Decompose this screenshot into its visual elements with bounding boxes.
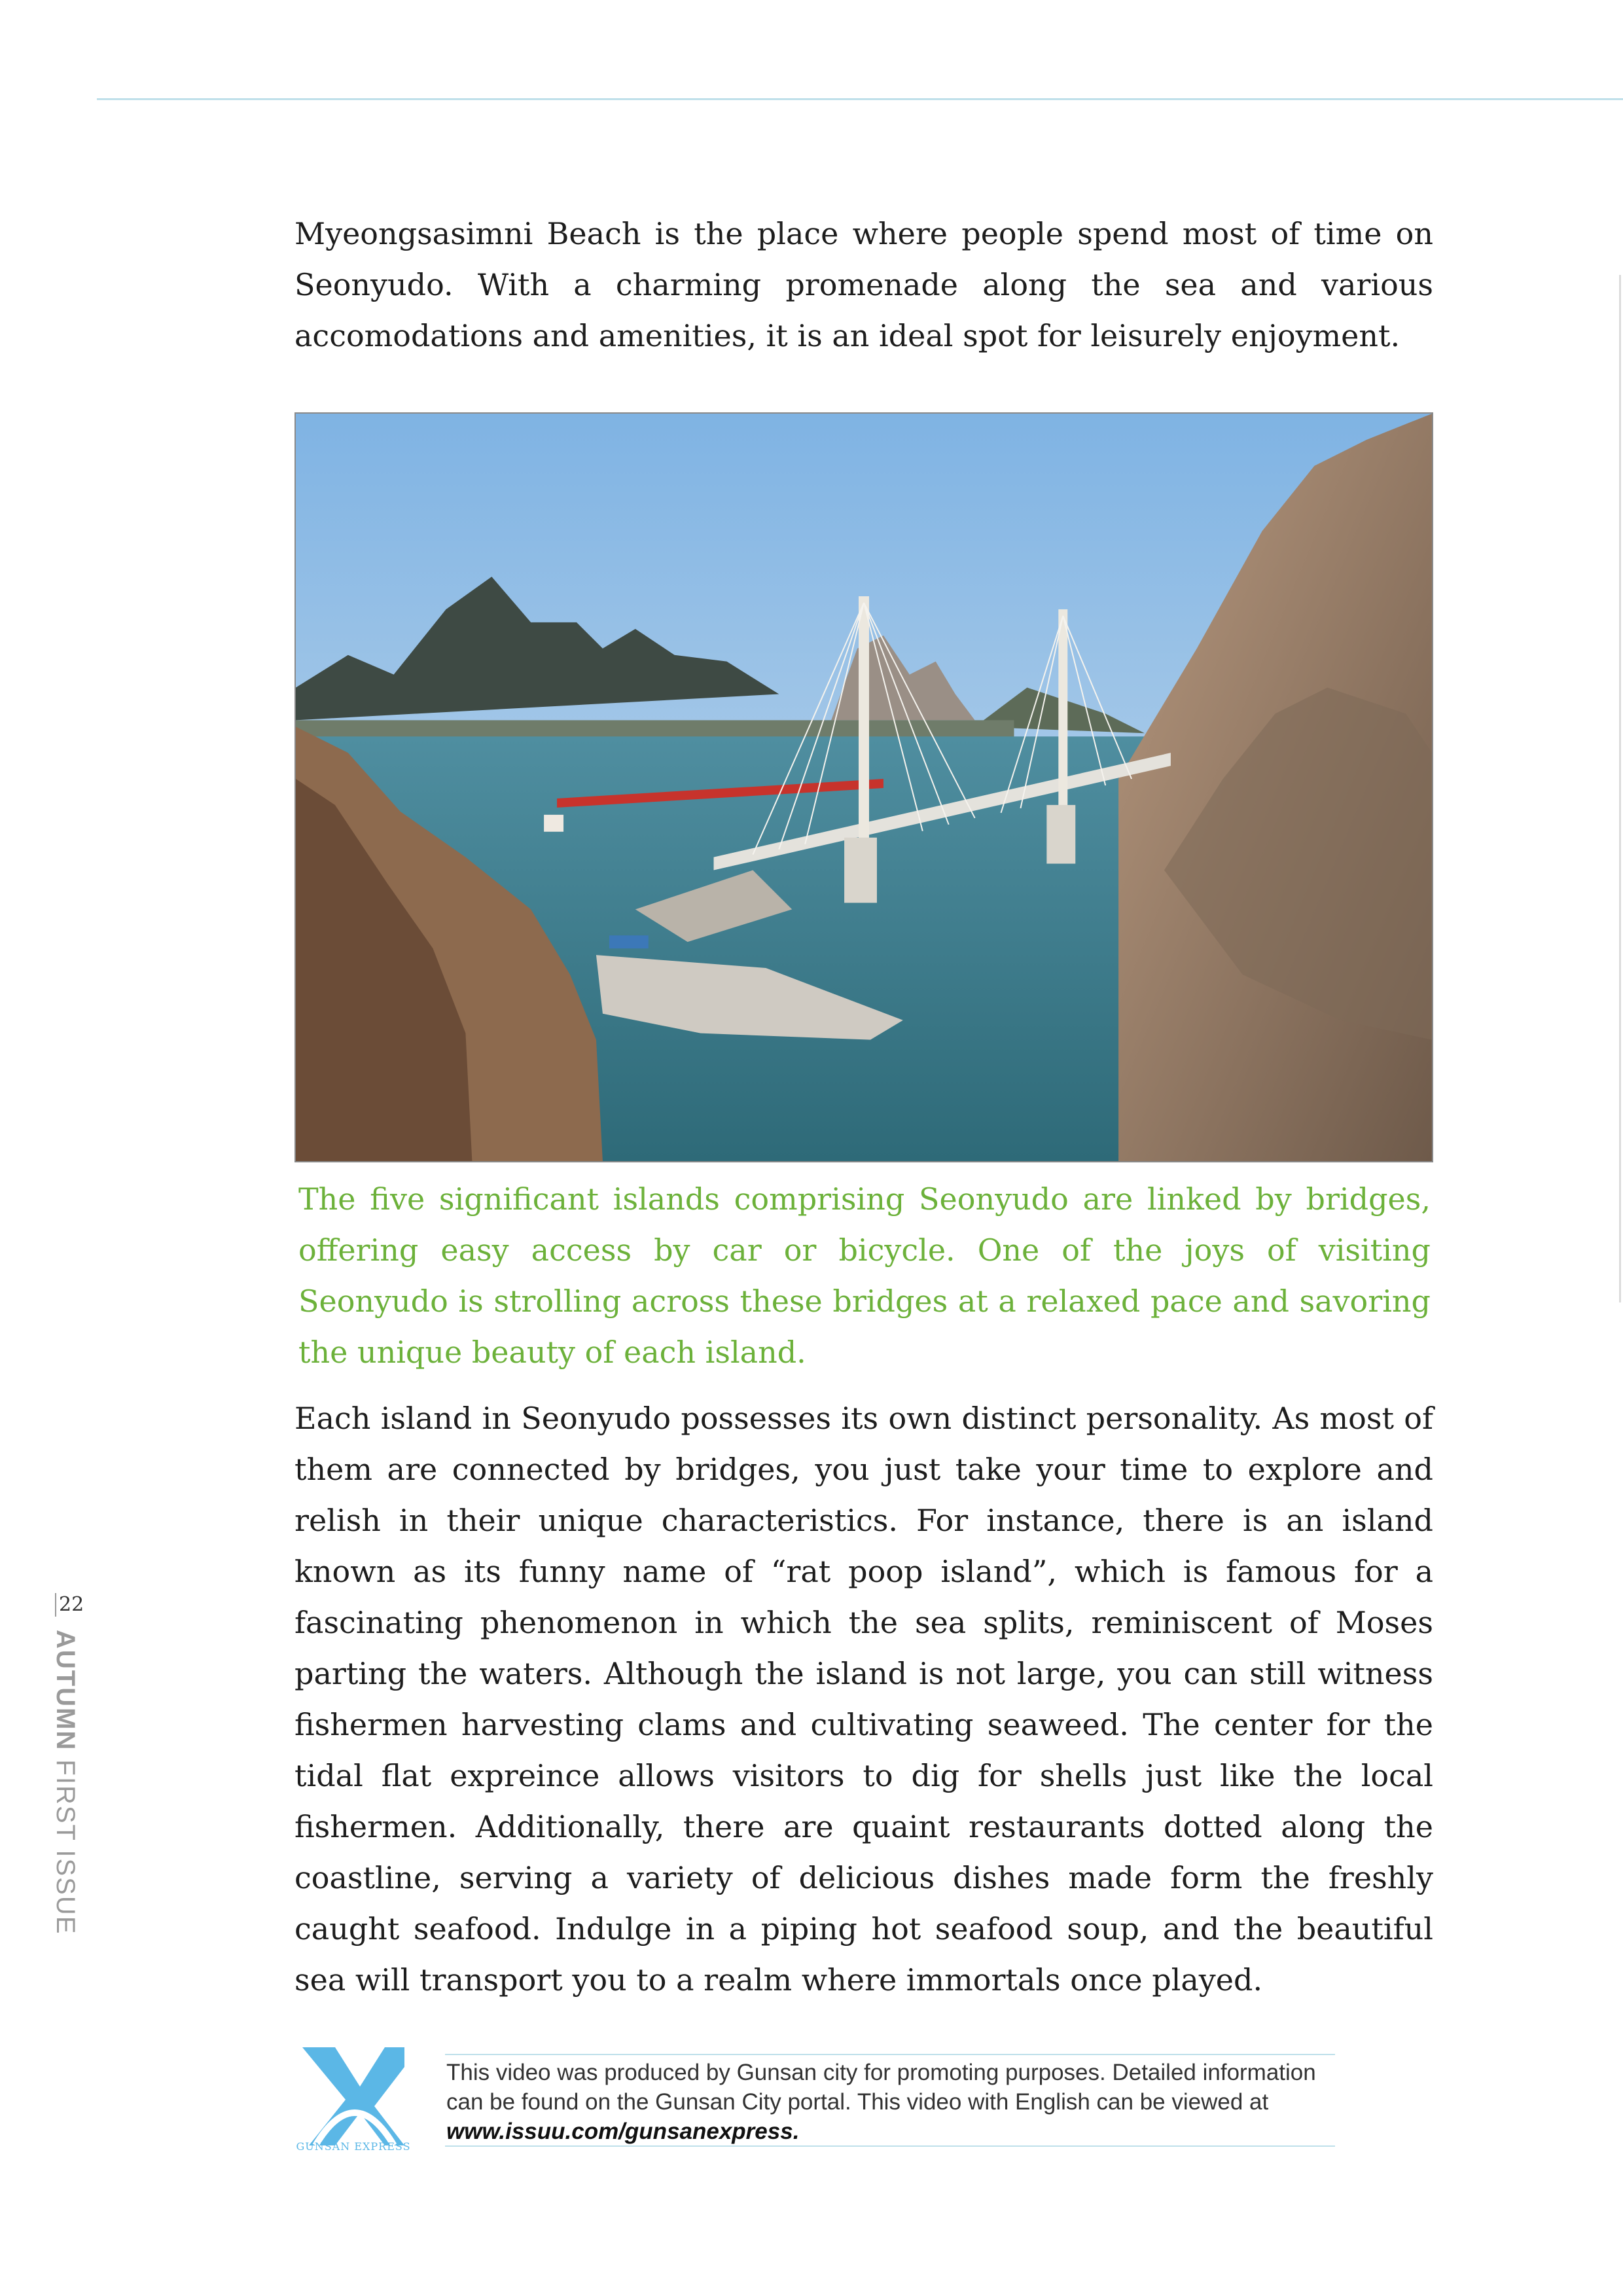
issue-season: AUTUMN [51, 1630, 80, 1751]
intro-paragraph: Myeongsasimni Beach is the place where people spend most of time on Seonyudo. With a charming promenade along the sea and various accomodations and amenities, it is an ideal spot for leisurely enjoyment. [294, 216, 1433, 353]
footer-divider-top [445, 2054, 1335, 2055]
footer-divider-bottom [445, 2145, 1335, 2147]
gunsan-express-logo-icon [296, 2041, 411, 2155]
footer-note [446, 2058, 1343, 2146]
right-edge-rule [1619, 275, 1621, 1302]
photo-caption: The five significant islands comprising Seonyudo are linked by bridges, offering easy access by car or bicycle. One of the joys of visiting Seonyudo is strolling across these bridges at a relaxed pace and savoring the unique beauty of each island. [298, 1181, 1431, 1370]
body-paragraph: Each island in Seonyudo possesses its own distinct personality. As most of them are connected by bridges, you just take your time to explore and relish in their unique characteristics. For instance, there is an island known as its funny name of “rat poop island”, which is famous for a fascinating phenomenon in which the sea splits, reminiscent of Moses parting the waters. Although the island is not large, you can still witness fishermen harvesting clams and cultivating seaweed. The center for the tidal flat expreince allows visitors to dig for shells just like the local fishermen. Additionally, there are quaint restaurants dotted along the coastline, serving a variety of delicious dishes made form the freshly caught seafood. Indulge in a piping hot seafood soup, and the beautiful sea will transport you to a realm where immortals once played. [294, 1401, 1433, 1998]
footer-note-text: This video was produced by Gunsan city for promoting purposes. Detailed information can be found on the Gunsan City portal. This video with English can be viewed at [446, 2060, 1316, 2115]
issue-edition: FIRST ISSUE [51, 1751, 80, 1935]
top-divider [97, 98, 1623, 100]
page-number: 22 [55, 1593, 85, 1617]
bridge-photo-illustration [296, 414, 1432, 1161]
footer-url-link[interactable]: www.issuu.com/gunsanexpress. [446, 2119, 800, 2144]
bridge-photo [294, 412, 1433, 1162]
issue-label [50, 1630, 80, 1935]
logo-caption: GUNSAN EXPRESS [296, 2140, 411, 2153]
